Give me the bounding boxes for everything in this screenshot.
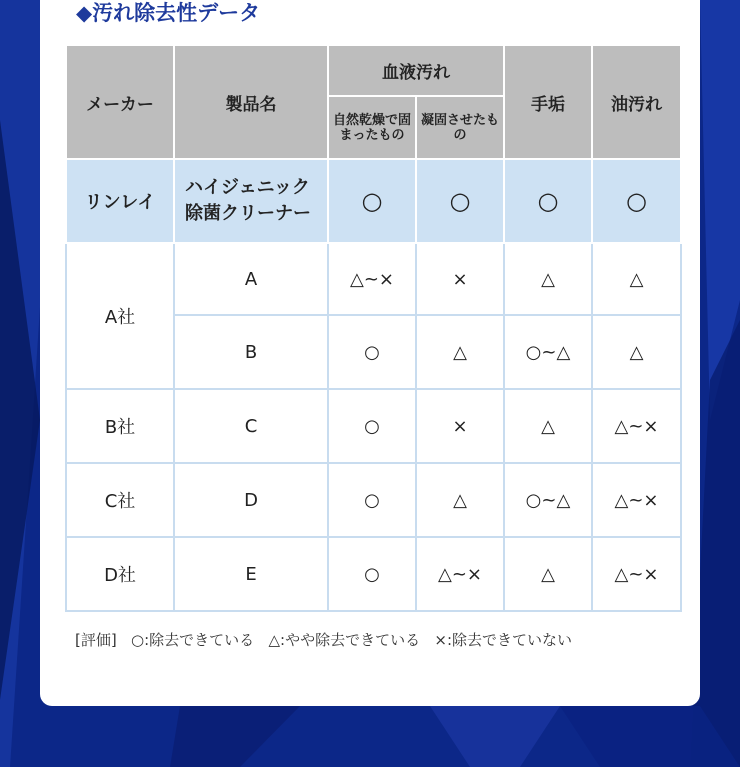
row-value: △ [504, 389, 592, 463]
row-value: △ [416, 463, 504, 537]
row-value: △~× [592, 463, 681, 537]
header-maker: メーカー [66, 45, 174, 159]
legend-label: [評価] [75, 631, 117, 649]
row-value: △~× [416, 537, 504, 611]
row-product: D [174, 463, 328, 537]
legend-triangle: △:やや除去できている [268, 631, 421, 649]
row-value: △ [504, 243, 592, 315]
featured-product [174, 159, 328, 243]
row-value: △~× [328, 243, 416, 315]
table-row [66, 537, 681, 611]
stain-removal-table [65, 44, 682, 612]
table-row [66, 243, 681, 315]
featured-maker: リンレイ [66, 159, 174, 243]
row-value: ○ [328, 315, 416, 389]
header-oil: 油汚れ [592, 45, 681, 159]
featured-value: ○ [328, 159, 416, 243]
row-value: △ [592, 315, 681, 389]
row-value: ○ [328, 537, 416, 611]
row-value: △ [592, 243, 681, 315]
legend-cross: ×:除去できていない [434, 631, 573, 649]
row-value: ○~△ [504, 315, 592, 389]
table-row [66, 463, 681, 537]
featured-value: ○ [416, 159, 504, 243]
header-blood: 血液汚れ [328, 45, 504, 96]
row-value: × [416, 243, 504, 315]
row-value: ○~△ [504, 463, 592, 537]
featured-value: ○ [504, 159, 592, 243]
row-value: △~× [592, 537, 681, 611]
row-value: △ [504, 537, 592, 611]
row-maker: B社 [66, 389, 174, 463]
row-product: A [174, 243, 328, 315]
row-value: △ [416, 315, 504, 389]
row-value: ○ [328, 463, 416, 537]
featured-value: ○ [592, 159, 681, 243]
header-product: 製品名 [174, 45, 328, 159]
featured-product-line2: 除菌クリーナー [185, 203, 311, 224]
row-value: × [416, 389, 504, 463]
table-row-featured [66, 159, 681, 243]
row-product: C [174, 389, 328, 463]
row-maker: C社 [66, 463, 174, 537]
header-hand: 手垢 [504, 45, 592, 159]
table-row [66, 389, 681, 463]
row-maker: D社 [66, 537, 174, 611]
evaluation-legend [75, 628, 572, 652]
row-product: B [174, 315, 328, 389]
row-product: E [174, 537, 328, 611]
row-maker: A社 [66, 243, 174, 389]
legend-circle: ○:除去できている [131, 631, 255, 649]
header-blood-coagulated: 凝固させたもの [416, 96, 504, 159]
row-value: ○ [328, 389, 416, 463]
row-value: △~× [592, 389, 681, 463]
featured-product-line1: ハイジェニック [185, 177, 310, 198]
header-blood-dried: 自然乾燥で固まったもの [328, 96, 416, 159]
page-title: ◆汚れ除去性データ [76, 1, 261, 25]
